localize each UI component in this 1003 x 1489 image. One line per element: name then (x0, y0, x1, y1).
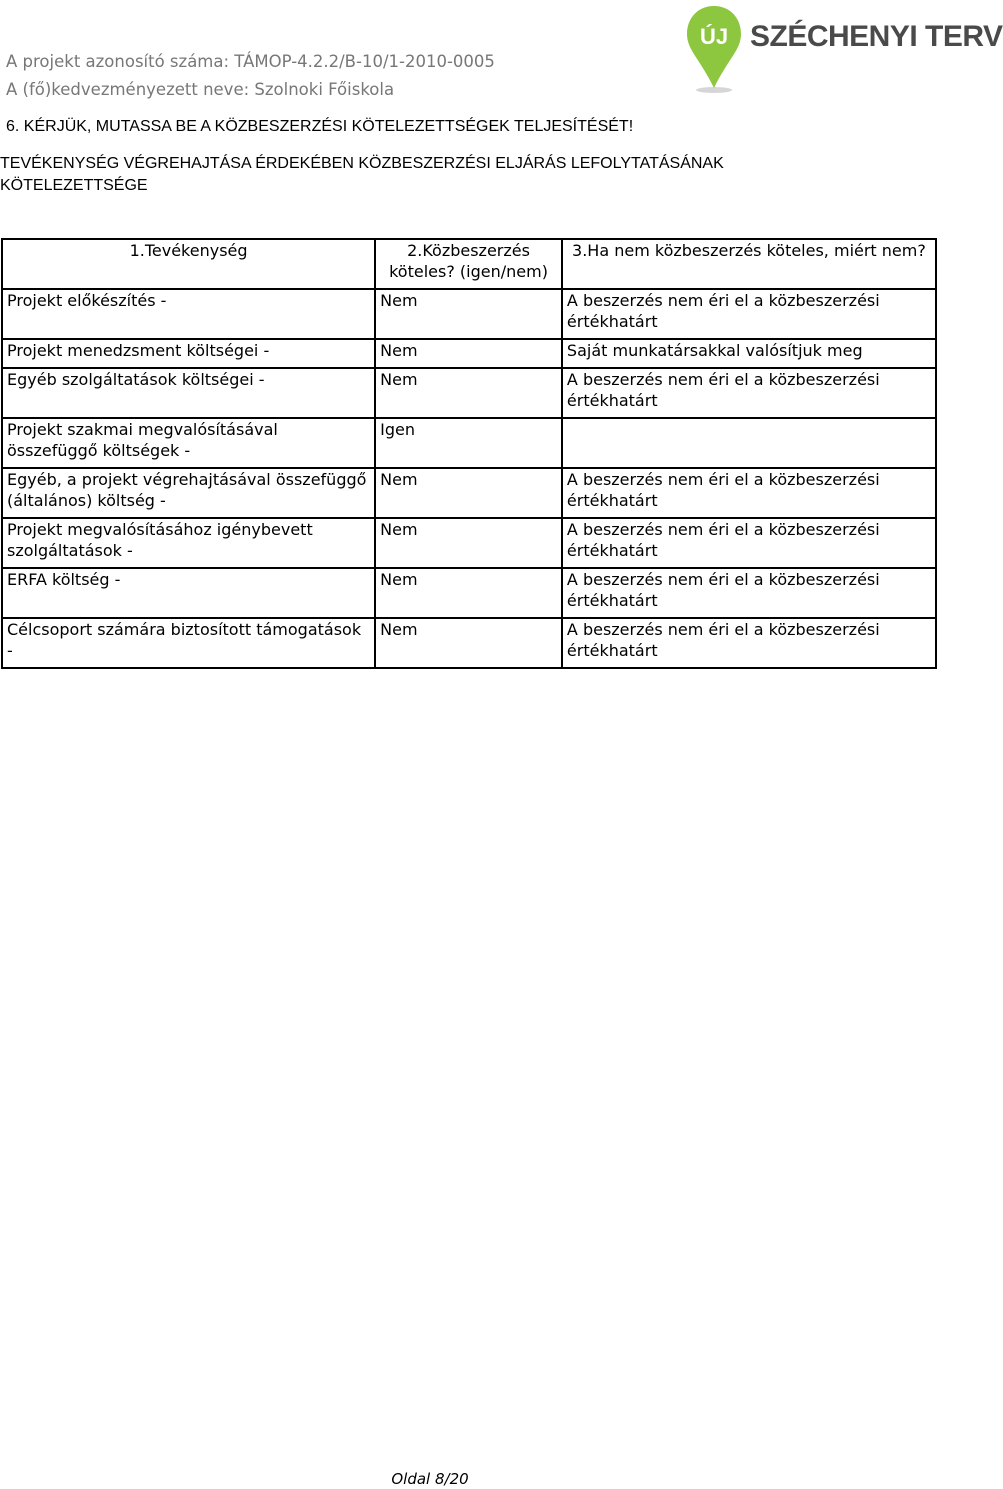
required-cell: Nem (375, 518, 562, 568)
reason-cell: Saját munkatársakkal valósítjuk meg (562, 339, 936, 368)
reason-cell: A beszerzés nem éri el a közbeszerzési értékhatárt (562, 618, 936, 668)
activity-cell: ERFA költség - (2, 568, 375, 618)
reason-cell: A beszerzés nem éri el a közbeszerzési értékhatárt (562, 289, 936, 339)
column-header-reason: 3.Ha nem közbeszerzés köteles, miért nem? (562, 239, 936, 289)
reason-cell: A beszerzés nem éri el a közbeszerzési értékhatárt (562, 368, 936, 418)
required-cell: Nem (375, 568, 562, 618)
activity-cell: Projekt megvalósításához igénybevett szolgáltatások - (2, 518, 375, 568)
reason-cell (562, 418, 936, 468)
required-cell: Nem (375, 368, 562, 418)
table-row (2, 468, 936, 518)
table-row (2, 518, 936, 568)
table-row (2, 339, 936, 368)
activity-cell: Projekt szakmai megvalósításával összefüggő költségek - (2, 418, 375, 468)
column-header-activity: 1.Tevékenység (2, 239, 375, 289)
page-number: Oldal 8/20 (391, 1470, 469, 1488)
activity-cell: Projekt előkészítés - (2, 289, 375, 339)
procurement-table (1, 238, 937, 669)
beneficiary-line: A (fő)kedvezményezett neve: Szolnoki Főiskola (6, 80, 395, 99)
table-row (2, 368, 936, 418)
activity-cell: Projekt menedzsment költségei - (2, 339, 375, 368)
project-id-line: A projekt azonosító száma: TÁMOP-4.2.2/B-10/1-2010-0005 (6, 52, 495, 71)
logo-text: SZÉCHENYI TERV (750, 20, 1003, 53)
activity-cell: Célcsoport számára biztosított támogatások - (2, 618, 375, 668)
table-row (2, 289, 936, 339)
activity-cell: Egyéb szolgáltatások költségei - (2, 368, 375, 418)
activity-cell: Egyéb, a projekt végrehajtásával összefüggő (általános) költség - (2, 468, 375, 518)
required-cell: Nem (375, 289, 562, 339)
logo-badge-text: ÚJ (699, 24, 729, 49)
required-cell: Nem (375, 468, 562, 518)
section-heading: 6. KÉRJÜK, MUTASSA BE A KÖZBESZERZÉSI KÖTELEZETTSÉGEK TELJESÍTÉSÉT! (6, 118, 634, 135)
required-cell: Nem (375, 339, 562, 368)
required-cell: Igen (375, 418, 562, 468)
required-cell: Nem (375, 618, 562, 668)
section-subheading-line1: TEVÉKENYSÉG VÉGREHAJTÁSA ÉRDEKÉBEN KÖZBESZERZÉSI ELJÁRÁS LEFOLYTATÁSÁNAK (0, 155, 724, 172)
column-header-required: 2.Közbeszerzés köteles? (igen/nem) (375, 239, 562, 289)
table-row (2, 568, 936, 618)
reason-cell: A beszerzés nem éri el a közbeszerzési értékhatárt (562, 468, 936, 518)
table-row (2, 618, 936, 668)
reason-cell: A beszerzés nem éri el a közbeszerzési értékhatárt (562, 518, 936, 568)
table-row (2, 418, 936, 468)
section-subheading-line2: KÖTELEZETTSÉGE (0, 177, 148, 194)
reason-cell: A beszerzés nem éri el a közbeszerzési értékhatárt (562, 568, 936, 618)
table-header-row (2, 239, 936, 289)
